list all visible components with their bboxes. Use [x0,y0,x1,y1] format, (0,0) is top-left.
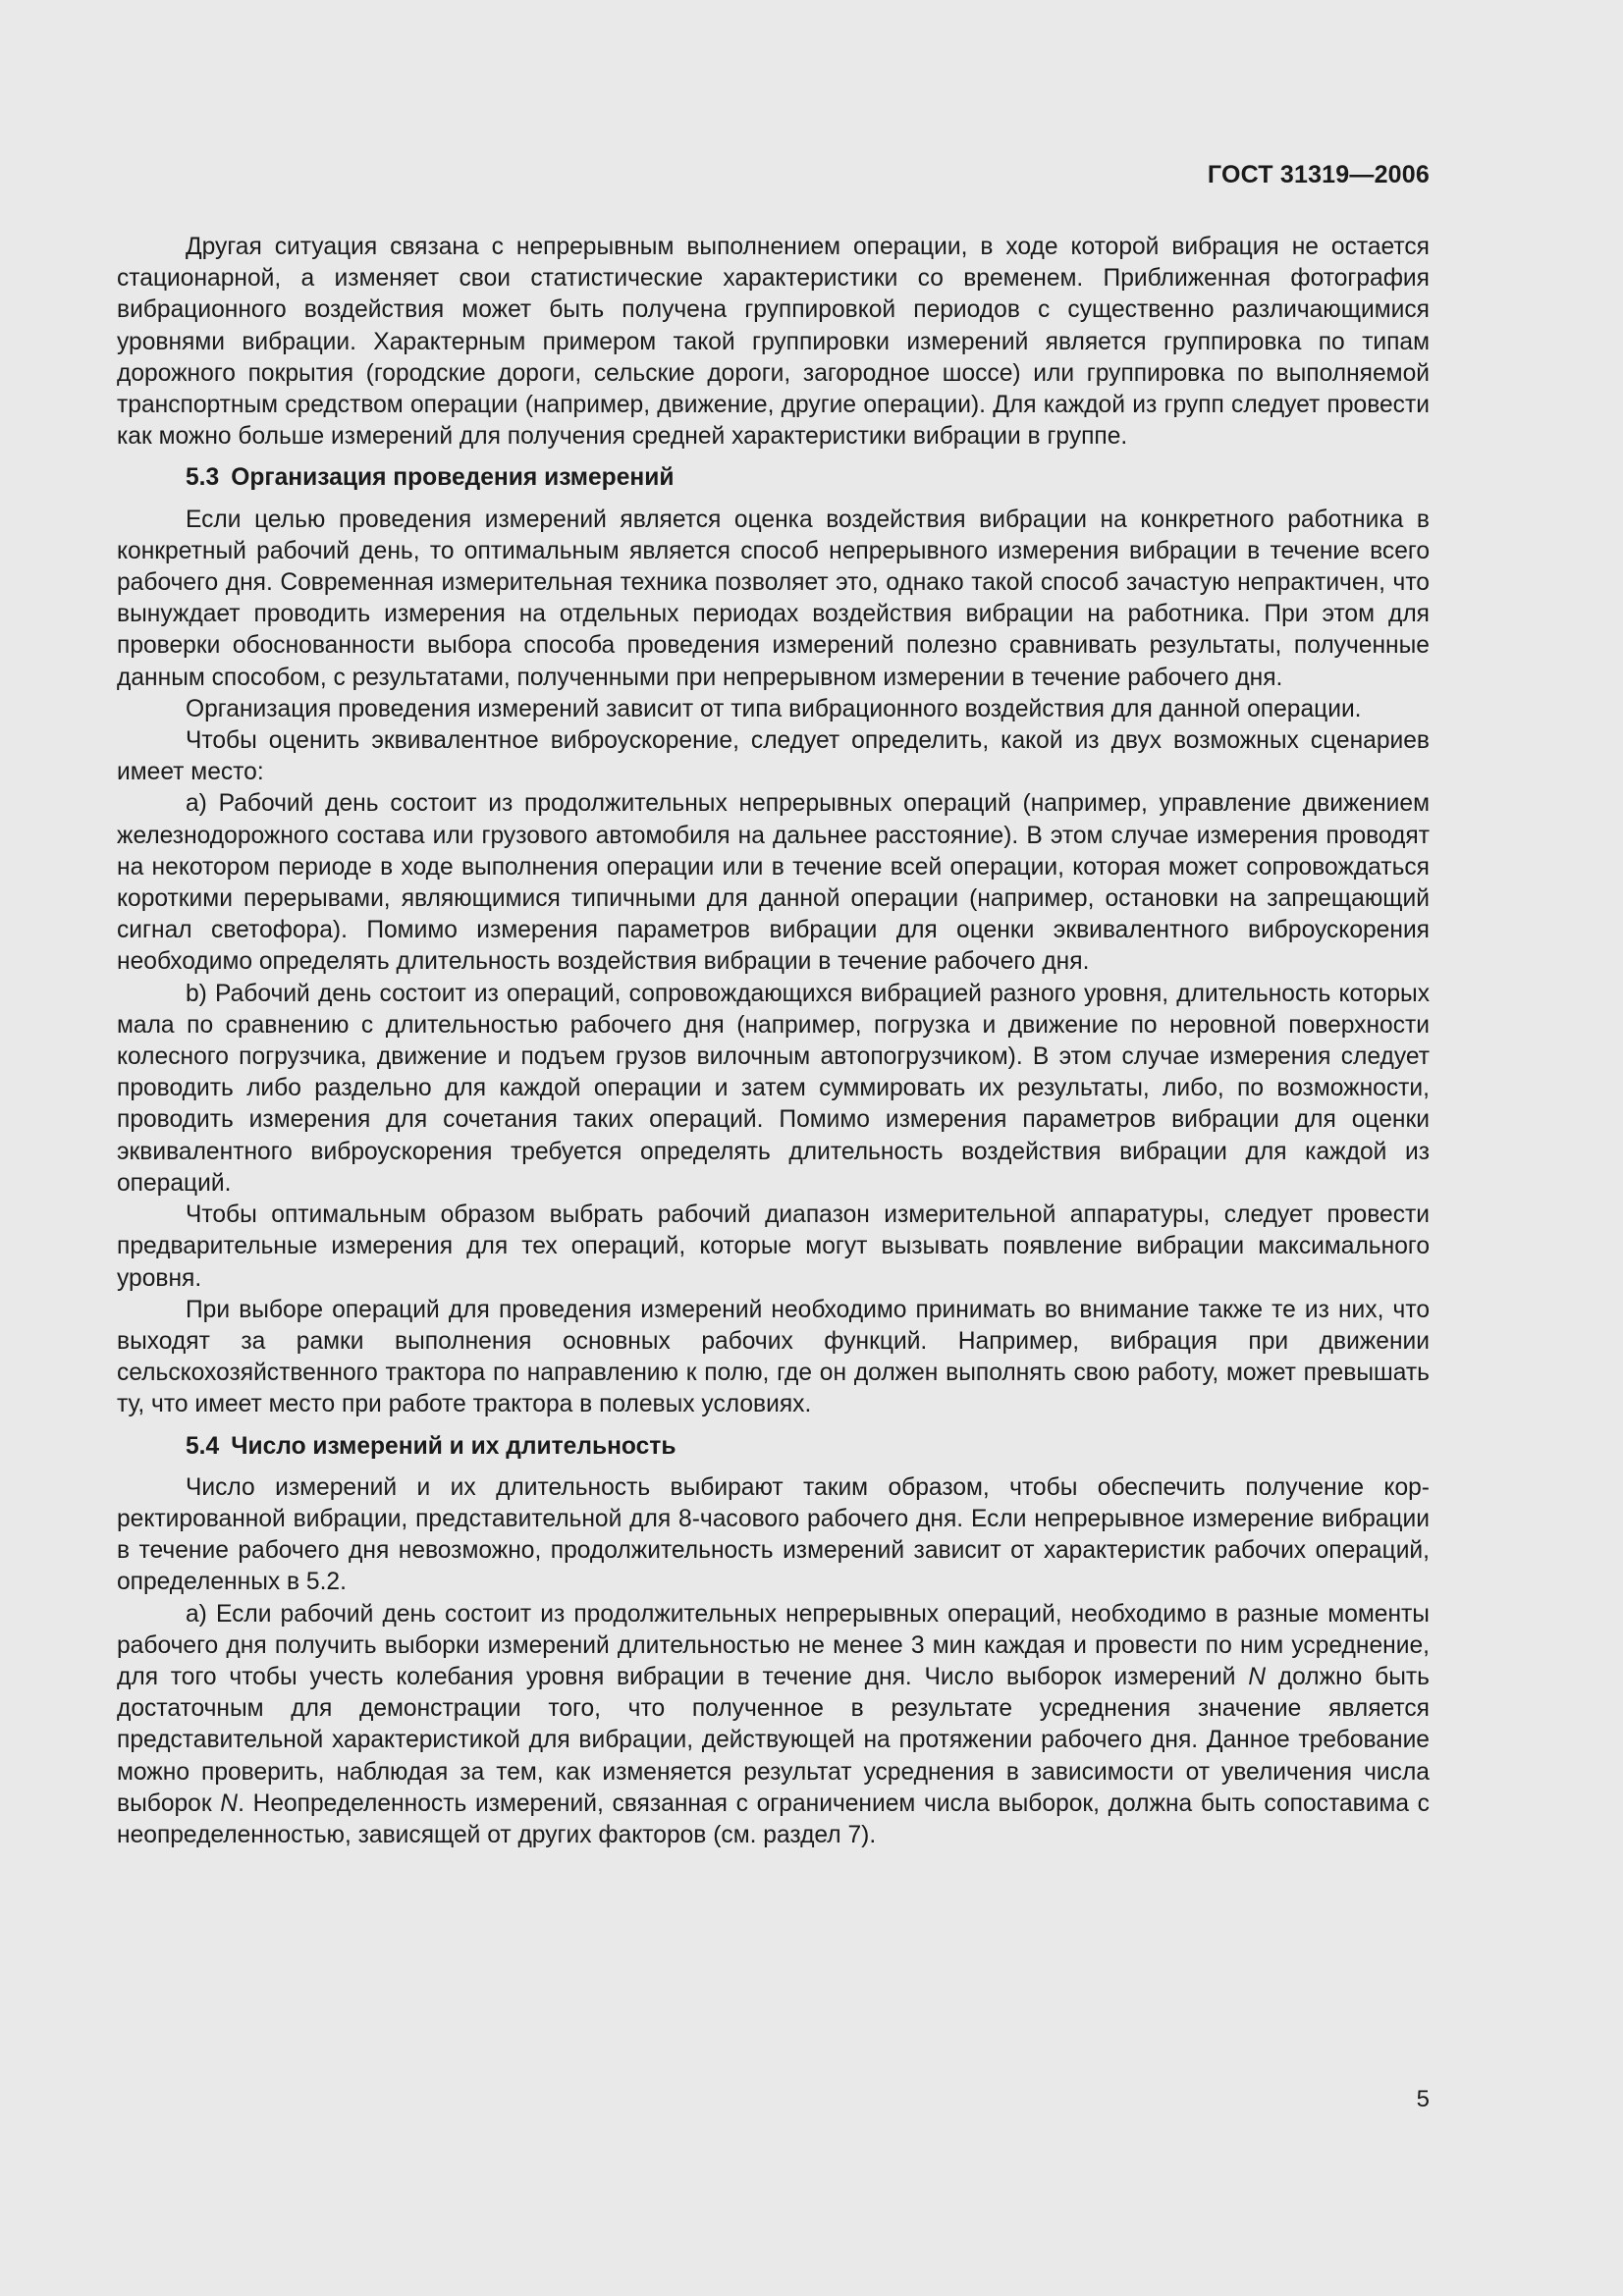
list-item-a [117,1599,1430,1852]
section-heading-5-4 [117,1431,1430,1463]
page-number: 5 [1416,2086,1430,2112]
document-code-header: ГОСТ 31319—2006 [1207,161,1430,188]
list-item-b: b) Рабочий день состоит из операций, сопровождающихся вибрацией разного уровня, длительность которых мала по сравнению с длительностью рабочего дня (например, погрузка и движение по неровной поверхности колесного погрузчика, движение и подъем грузов вилочным автопогрузчиком). В этом случае измерения следует проводить либо раздельно для каждой операции и затем суммировать их результаты, либо, по возможности, проводить измерения для сочетания таких операций. Помимо измерения параметров вибрации для оценки эквивалентного виброускорения требуется определять длительность воздействия вибрации для каждой из операций. [117,980,1430,1197]
text-run: а) Если рабочий день состоит из продолжительных непрерывных операций, необходимо в разные моменты рабочего дня получить выборки измерений длительностью не менее 3 мин каждая и провести по ним усреднение, для того чтобы учесть колебания уровня вибрации в течение дня. Число выборок измерений [117,1600,1430,1690]
paragraph: При выборе операций для проведения измерений необходимо принимать во внимание также те из них, что выходят за рамки выполнения основных рабочих функций. Например, вибрация при движении сельскохозяйственного трактора по направлению к полю, где он должен выполнять свою работу, может превышать ту, что имеет место при работе трактора в полевых условиях. [117,1296,1430,1418]
section-title: Организация проведения измерений [231,464,675,492]
list-item-a: а) Рабочий день состоит из продолжительных непрерывных операций (например, управление движением железнодорожного состава или грузового автомобиля на дальнее расстояние). В этом случае измерения проводят на некотором периоде в ходе выполнения операции или в течение всей операции, которая может сопровождаться короткими перерывами, являющимися типичными для данной операции (например, остановки на запрещающий сигнал светофора). Помимо измерения параметров вибрации для оценки эквивалентного виброускорения необходимо определять длительность воздействия вибрации в течение рабочего дня. [117,790,1430,976]
paragraph: Чтобы оптимальным образом выбрать рабочий диапазон измерительной аппаратуры, следует провести предварительные измерения для тех операций, которые могут вызывать появление вибрации максимального уровня. [117,1201,1430,1292]
section-number: 5.3 [186,464,220,492]
paragraph: Другая ситуация связана с непрерывным выполнением операции, в ходе которой вибрация не остается стационарной, а изменяет свои статистические характеристики со временем. Приближенная фотография вибрационного воздействия может быть получена группировкой периодов с существенно различающимися уровнями вибрации. Характерным примером такой группировки измерений является группировка по типам дорожного покрытия (городские дороги, сельские дороги, загородное шоссе) или группировка по выполняемой транспортным средством операции (например, движение, другие операции). Для каждой из групп следует провести как можно больше измерений для получения средней характеристики вибрации в группе. [117,234,1430,451]
document-body [117,232,1430,1851]
variable-n: N [1248,1663,1267,1690]
section-title: Число измерений и их длительность [231,1432,676,1460]
text-run: . Неопределенность измерений, связанная с ограничением числа выборок, должна быть сопоставима с неопределенностью, зависящей от других факторов (см. раздел 7). [117,1789,1430,1848]
section-heading-5-3 [117,462,1430,494]
variable-n: N [220,1789,239,1817]
paragraph: Если целью проведения измерений является оценка воздействия вибрации на конкретного работника в конкретный рабочий день, то оптимальным является способ непрерывного измерения вибрации в течение всего рабочего дня. Современная измерительная техника позволяет это, однако такой способ зачастую непрактичен, что вынуждает проводить измерения на отдельных периодах воздействия вибрации на работника. При этом для проверки обоснованности выбора способа проведения измерений полезно сравнивать результаты, полученные данным способом, с результатами, полученными при непрерывном измерении в течение рабочего дня. [117,506,1430,691]
paragraph: Организация проведения измерений зависит от типа вибрационного воздействия для данной операции. [186,695,1362,722]
section-number: 5.4 [186,1432,220,1460]
text-run: должно быть достаточным для демонстрации того, что полученное в результате усреднения значение является представительной характеристикой для вибрации, действующей на протяжении рабочего дня. Данное требование можно проверить, наблюдая за тем, как изменяется результат усреднения в зависимости от увеличения числа выборок [117,1663,1430,1817]
paragraph: Чтобы оценить эквивалентное виброускорение, следует определить, какой из двух возможных сценариев имеет место: [117,727,1430,786]
paragraph: Число измерений и их длительность выбирают таким образом, чтобы обеспечить получение корректированной вибрации, представительной для 8-часового рабочего дня. Если непрерывное измерение вибрации в течение рабочего дня невозможно, продолжительность измерений зависит от характеристик рабочих операций, определенных в 5.2. [117,1473,1430,1596]
